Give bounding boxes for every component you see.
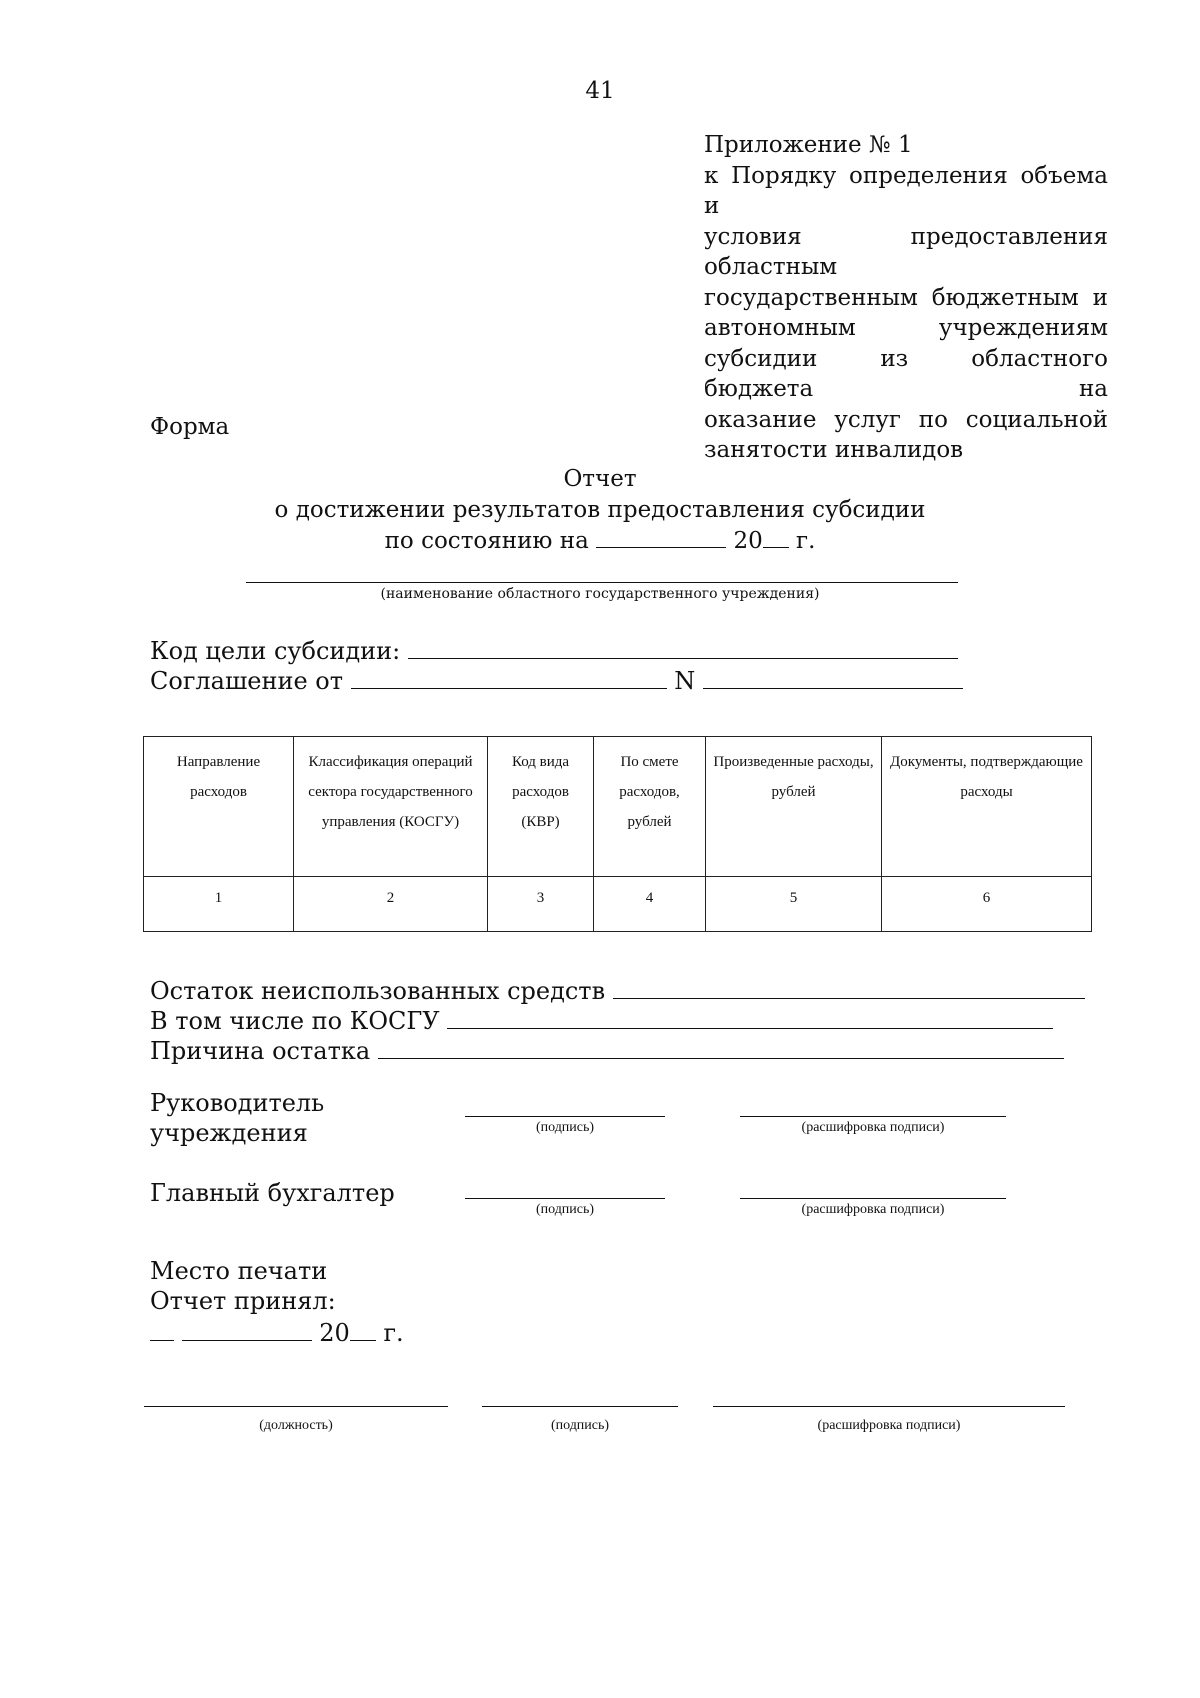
goal-code-field <box>150 636 958 666</box>
agreement-from-label: Соглашение от <box>150 667 344 695</box>
seal-place-label: Место печати <box>150 1257 328 1285</box>
head-signature-line[interactable] <box>465 1116 665 1117</box>
appendix-line: субсидии из областного бюджета на <box>704 345 1108 402</box>
accountant-decoding-line[interactable] <box>740 1198 1006 1199</box>
appendix-line: условия предоставления областным <box>704 223 1108 280</box>
chief-accountant-label: Главный бухгалтер <box>150 1179 395 1207</box>
report-title <box>0 464 1200 557</box>
kosgu-field <box>150 1006 1053 1036</box>
agreement-number-blank[interactable] <box>703 666 963 689</box>
head-decoding-line[interactable] <box>740 1116 1006 1117</box>
title-date-prefix: по состоянию на <box>384 528 589 554</box>
acceptance-year-blank[interactable] <box>350 1318 376 1341</box>
agreement-n-label: N <box>674 667 696 695</box>
accountant-decoding-caption: (расшифровка подписи) <box>801 1202 945 1217</box>
head-label-line1: Руководитель <box>150 1089 325 1117</box>
head-signature-caption: (подпись) <box>535 1120 595 1135</box>
head-decoding-caption: (расшифровка подписи) <box>801 1120 945 1135</box>
kosgu-label: В том числе по КОСГУ <box>150 1007 440 1035</box>
appendix-line: к Порядку определения объема и <box>704 162 1108 219</box>
receiver-signature-caption: (подпись) <box>550 1418 610 1433</box>
receiver-signature-line[interactable] <box>482 1406 678 1407</box>
column-number: 1 <box>144 877 294 932</box>
column-number: 3 <box>488 877 594 932</box>
unused-balance-blank[interactable] <box>613 976 1085 999</box>
agreement-date-blank[interactable] <box>351 666 667 689</box>
accountant-signature-caption: (подпись) <box>535 1202 595 1217</box>
header-kosgu: Классификация операций сектора государственного управления (КОСГУ) <box>294 737 488 877</box>
accountant-signature-line[interactable] <box>465 1198 665 1199</box>
title-year-suffix: г. <box>796 528 816 554</box>
receiver-decoding-line[interactable] <box>713 1406 1065 1407</box>
title-line1: Отчет <box>563 466 637 492</box>
appendix-line: государственным бюджетным и <box>704 284 1108 311</box>
acceptance-month-blank[interactable] <box>182 1318 312 1341</box>
appendix-line: оказание услуг по социальной <box>704 406 1108 433</box>
appendix-line: занятости инвалидов <box>704 437 964 463</box>
page-number: 41 <box>585 78 615 104</box>
acceptance-day-blank[interactable] <box>150 1318 174 1341</box>
report-table <box>143 736 1092 932</box>
acceptance-date-field <box>150 1318 404 1348</box>
title-line2: о достижении результатов предоставления субсидии <box>274 496 926 523</box>
header-direction: Направление расходов <box>144 737 294 877</box>
reason-blank[interactable] <box>378 1036 1064 1059</box>
header-kvr: Код вида расходов (КВР) <box>488 737 594 877</box>
form-label: Форма <box>150 414 230 440</box>
table-header-row <box>144 737 1092 877</box>
acceptance-year-suffix: г. <box>383 1319 404 1347</box>
reason-label: Причина остатка <box>150 1037 371 1065</box>
title-line3 <box>0 525 1200 557</box>
header-documents: Документы, подтверждающие расходы <box>882 737 1092 877</box>
kosgu-blank[interactable] <box>447 1006 1053 1029</box>
receiver-decoding-caption: (расшифровка подписи) <box>817 1418 961 1433</box>
header-expenses: Произведенные расходы, рублей <box>706 737 882 877</box>
column-number: 5 <box>706 877 882 932</box>
column-number: 6 <box>882 877 1092 932</box>
goal-code-label: Код цели субсидии: <box>150 637 401 665</box>
org-name-caption: (наименование областного государственного учреждения) <box>380 586 820 602</box>
appendix-line: автономным учреждениям <box>704 315 1108 341</box>
report-date-blank[interactable] <box>596 525 726 548</box>
position-line[interactable] <box>144 1406 448 1407</box>
year-blank[interactable] <box>763 525 789 548</box>
appendix-header <box>704 130 1108 466</box>
unused-balance-label: Остаток неиспользованных средств <box>150 977 606 1005</box>
column-number: 2 <box>294 877 488 932</box>
head-label <box>150 1088 324 1148</box>
appendix-line: Приложение № 1 <box>704 132 913 158</box>
title-year: 20 <box>733 528 763 554</box>
header-estimate: По смете расходов, рублей <box>594 737 706 877</box>
goal-code-blank[interactable] <box>408 636 958 659</box>
position-caption: (должность) <box>259 1418 333 1433</box>
reason-field <box>150 1036 1064 1066</box>
agreement-field <box>150 666 963 696</box>
report-accepted-label: Отчет принял: <box>150 1287 336 1315</box>
column-number: 4 <box>594 877 706 932</box>
acceptance-year: 20 <box>319 1319 350 1347</box>
org-name-line[interactable] <box>246 582 958 583</box>
head-label-line2: учреждения <box>150 1119 308 1147</box>
unused-balance-field <box>150 976 1085 1006</box>
table-number-row <box>144 877 1092 932</box>
